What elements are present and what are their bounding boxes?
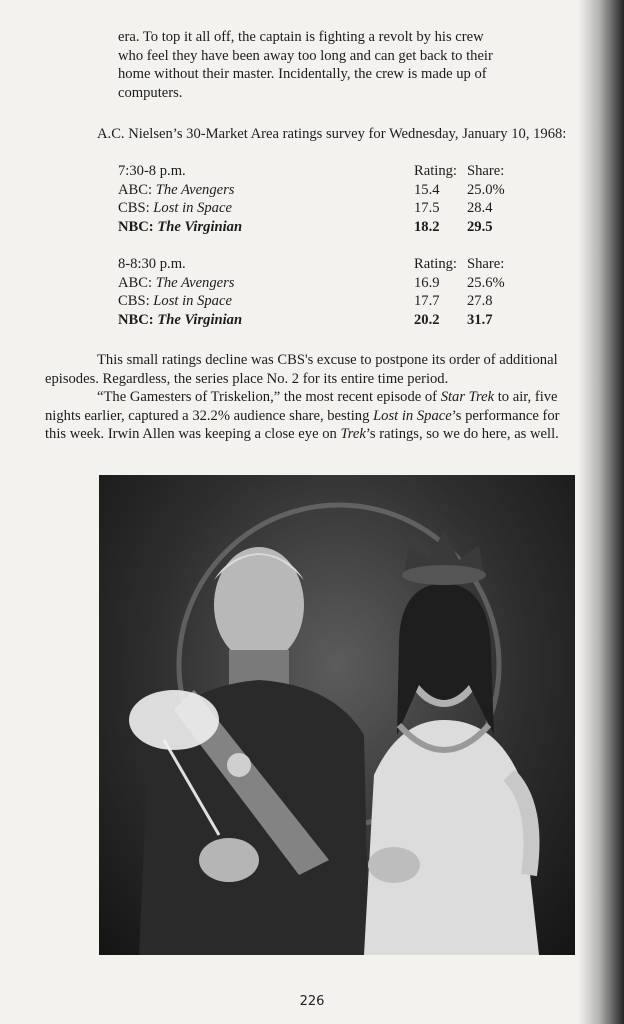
rating-value: 17.7 — [414, 293, 440, 310]
network: CBS: — [118, 293, 150, 310]
quoted-excerpt — [118, 28, 556, 102]
rating-value: 15.4 — [414, 181, 440, 198]
show-title: Lost in Space — [153, 200, 232, 217]
show-title: The Virginian — [157, 218, 243, 235]
rating-value: 16.9 — [414, 274, 440, 291]
show-title: The Avengers — [155, 274, 235, 291]
rating-value: 20.2 — [414, 311, 440, 328]
network: NBC: — [118, 218, 154, 235]
page-number: 226 — [299, 994, 325, 1009]
rating-header: Rating: — [414, 163, 457, 179]
show-title: The Virginian — [157, 311, 243, 328]
rating-value: 17.5 — [414, 200, 440, 217]
network: ABC: — [118, 274, 153, 291]
body-text — [45, 351, 624, 444]
quote-line: home without their master. Incidentally, the crew is made up of — [118, 66, 487, 83]
survey-title: A.C. Nielsen’s 30-Market Area ratings survey for Wednesday, January 10, 1968: — [97, 126, 567, 142]
paragraph-line: this week. Irwin Allen was keeping a close eye on Trek’s ratings, so we do here, as well. — [45, 426, 559, 443]
paragraph-line: This small ratings decline was CBS's excuse to postpone its order of additional — [97, 352, 558, 368]
share-value: 31.7 — [467, 311, 493, 328]
show-title: Trek — [340, 426, 366, 443]
time-slot: 7:30-8 p.m. — [118, 163, 186, 179]
quote-line: who feel they have been away too long and can get back to their — [118, 47, 493, 64]
show-title: The Avengers — [155, 181, 235, 198]
paragraph-line: nights earlier, captured a 32.2% audience share, besting Lost in Space’s performance for — [45, 407, 560, 424]
quote-line: era. To top it all off, the captain is fighting a revolt by his crew — [118, 29, 484, 45]
network: CBS: — [118, 200, 150, 217]
share-value: 25.0% — [467, 181, 505, 198]
show-title: Lost in Space — [153, 293, 232, 310]
time-slot: 8-8:30 p.m. — [118, 256, 186, 272]
photo-illustration — [99, 475, 575, 955]
quote-line: computers. — [118, 84, 183, 101]
show-title: Lost in Space — [373, 407, 452, 424]
rating-header: Rating: — [414, 256, 457, 272]
share-value: 27.8 — [467, 293, 493, 310]
rating-value: 18.2 — [414, 218, 440, 235]
page-edge-shadow — [578, 0, 624, 1024]
share-value: 29.5 — [467, 218, 493, 235]
network: NBC: — [118, 311, 154, 328]
show-title: Star Trek — [440, 389, 495, 406]
network: ABC: — [118, 181, 153, 198]
paragraph-line: “The Gamesters of Triskelion,” the most recent episode of Star Trek to air, five — [97, 389, 558, 406]
share-value: 25.6% — [467, 274, 505, 291]
paragraph-line: episodes. Regardless, the series place No. 2 for its entire time period. — [45, 370, 449, 387]
share-header: Share: — [467, 163, 505, 179]
share-header: Share: — [467, 256, 505, 272]
publicity-photo — [99, 475, 575, 955]
share-value: 28.4 — [467, 200, 493, 217]
